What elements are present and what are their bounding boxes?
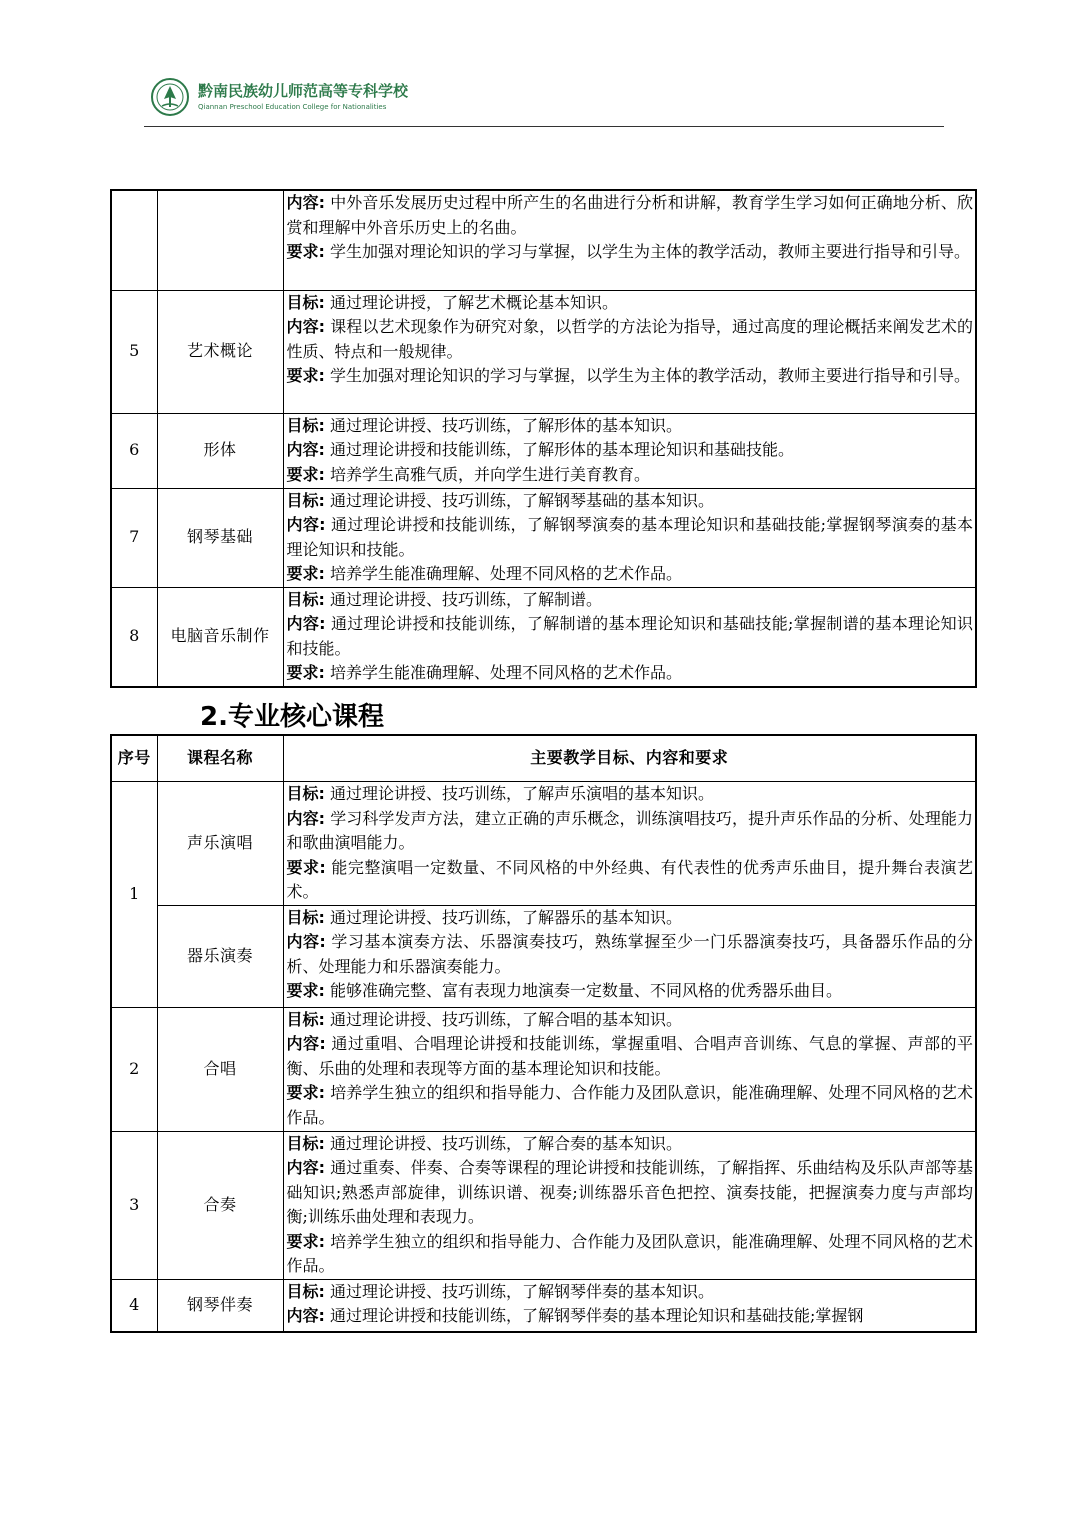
course-name: 艺术概论 [157, 290, 283, 413]
content-label: 内容: [286, 932, 326, 951]
requirement-label: 要求: [286, 464, 325, 484]
course-name: 声乐演唱 [157, 782, 283, 906]
goal-label: 目标: [286, 1009, 325, 1029]
course-name: 钢琴基础 [157, 488, 283, 587]
course-content: 通过理论讲授和技能训练，了解形体的基本理论知识和基础技能。 [330, 440, 795, 459]
requirement-label: 要求: [286, 242, 325, 261]
goal-label: 目标: [286, 490, 325, 510]
requirement-label: 要求: [286, 981, 325, 1000]
requirement-label: 要求: [286, 366, 325, 385]
requirement-label: 要求: [286, 1083, 326, 1102]
course-goal: 通过理论讲授、技巧训练，了解钢琴伴奏的基本知识。 [330, 1281, 715, 1301]
table-header-row [111, 735, 976, 782]
requirement-label: 要求: [286, 663, 325, 682]
course-name: 电脑音乐制作 [157, 587, 283, 687]
content-label: 内容: [286, 440, 325, 459]
content-label: 内容: [286, 317, 326, 336]
content-label: 内容: [286, 1158, 326, 1177]
course-content: 通过理论讲授和技能训练，了解钢琴伴奏的基本理论知识和基础技能;掌握钢 [330, 1306, 864, 1325]
table-row [111, 190, 976, 290]
goal-label: 目标: [286, 1281, 325, 1301]
course-description [283, 905, 976, 1007]
table-row [111, 905, 976, 1007]
course-requirement: 能够准确完整、富有表现力地演奏一定数量、不同风格的优秀器乐曲目。 [330, 981, 843, 1000]
course-number: 1 [111, 782, 157, 1008]
content-label: 内容: [286, 1306, 325, 1325]
course-requirement: 能完整演唱一定数量、不同风格的中外经典、有代表性的优秀声乐曲目，提升舞台表演艺术。 [286, 857, 973, 901]
requirement-label: 要求: [286, 1231, 326, 1251]
course-number: 2 [111, 1007, 157, 1131]
content-label: 内容: [286, 515, 326, 534]
course-description [283, 413, 976, 488]
course-requirement: 培养学生能准确理解、处理不同风格的艺术作品。 [330, 564, 683, 583]
course-name: 合奏 [157, 1131, 283, 1279]
column-header-desc: 主要教学目标、内容和要求 [283, 735, 976, 782]
course-goal: 通过理论讲授、技巧训练，了解合唱的基本知识。 [330, 1009, 683, 1029]
course-requirement: 培养学生独立的组织和指导能力、合作能力及团队意识，能准确理解、处理不同风格的艺术作品。 [286, 1083, 973, 1127]
column-header-num: 序号 [111, 735, 157, 782]
table-row [111, 290, 976, 413]
school-name-en: Qiannan Preschool Education College for Nationalities [198, 103, 387, 111]
course-description [283, 290, 976, 413]
table-row [111, 413, 976, 488]
course-goal: 通过理论讲授、技巧训练，了解制谱。 [330, 589, 603, 609]
page-header [144, 74, 944, 128]
table-row [111, 587, 976, 687]
table-row [111, 1007, 976, 1131]
course-content: 课程以艺术现象作为研究对象，以哲学的方法论为指导，通过高度的理论概括来阐发艺术的性质、特点和一般规律。 [286, 317, 973, 361]
course-name [157, 190, 283, 290]
course-description [283, 587, 976, 687]
course-number [111, 190, 157, 290]
requirement-label: 要求: [286, 857, 326, 877]
course-description [283, 190, 976, 290]
school-emblem-icon [150, 77, 190, 117]
goal-label: 目标: [286, 292, 325, 312]
course-number: 5 [111, 290, 157, 413]
course-content: 中外音乐发展历史过程中所产生的名曲进行分析和讲解，教育学生学习如何正确地分析、欣赏和理解中外音乐历史上的名曲。 [286, 193, 973, 237]
course-requirement: 培养学生能准确理解、处理不同风格的艺术作品。 [330, 663, 683, 682]
content-label: 内容: [286, 614, 326, 633]
course-description [283, 1007, 976, 1131]
header-divider [144, 126, 944, 127]
course-goal: 通过理论讲授、技巧训练，了解声乐演唱的基本知识。 [330, 784, 715, 803]
requirement-label: 要求: [286, 564, 325, 583]
course-number: 7 [111, 488, 157, 587]
goal-label: 目标: [286, 589, 325, 609]
table-row [111, 1131, 976, 1279]
goal-label: 目标: [286, 784, 325, 803]
course-number: 8 [111, 587, 157, 687]
course-requirement: 学生加强对理论知识的学习与掌握，以学生为主体的教学活动，教师主要进行指导和引导。 [330, 242, 971, 261]
course-description [283, 488, 976, 587]
course-goal: 通过理论讲授、技巧训练，了解形体的基本知识。 [330, 415, 683, 435]
section-heading: 2.专业核心课程 [200, 702, 384, 732]
course-content: 通过理论讲授和技能训练，了解制谱的基本理论知识和基础技能;掌握制谱的基本理论知识和技能。 [286, 614, 973, 658]
table-row [111, 488, 976, 587]
course-requirement: 学生加强对理论知识的学习与掌握，以学生为主体的教学活动，教师主要进行指导和引导。 [330, 366, 971, 385]
course-number: 4 [111, 1279, 157, 1332]
course-description [283, 1131, 976, 1279]
school-name-cn: 黔南民族幼儿师范高等专科学校 [198, 82, 409, 100]
course-goal: 通过理论讲授，了解艺术概论基本知识。 [330, 292, 619, 312]
content-label: 内容: [286, 1034, 326, 1053]
course-content: 通过理论讲授和技能训练，了解钢琴演奏的基本理论知识和基础技能;掌握钢琴演奏的基本理论知识和技能。 [286, 515, 973, 559]
goal-label: 目标: [286, 415, 325, 435]
table-row [111, 782, 976, 906]
course-number: 3 [111, 1131, 157, 1279]
content-label: 内容: [286, 808, 326, 828]
content-label: 内容: [286, 193, 326, 212]
course-name: 合唱 [157, 1007, 283, 1131]
course-content: 学习科学发声方法，建立正确的声乐概念，训练演唱技巧，提升声乐作品的分析、处理能力和歌曲演唱能力。 [286, 808, 973, 852]
goal-label: 目标: [286, 1133, 325, 1153]
course-goal: 通过理论讲授、技巧训练，了解器乐的基本知识。 [330, 907, 683, 927]
column-header-name: 课程名称 [157, 735, 283, 782]
course-name: 钢琴伴奏 [157, 1279, 283, 1332]
goal-label: 目标: [286, 907, 325, 927]
course-name: 形体 [157, 413, 283, 488]
course-content: 学习基本演奏方法、乐器演奏技巧，熟练掌握至少一门乐器演奏技巧，具备器乐作品的分析、处理能力和乐器演奏能力。 [286, 932, 973, 976]
course-goal: 通过理论讲授、技巧训练，了解钢琴基础的基本知识。 [330, 490, 715, 510]
course-content: 通过重唱、合唱理论讲授和技能训练，掌握重唱、合唱声音训练、气息的掌握、声部的平衡、乐曲的处理和表现等方面的基本理论知识和技能。 [286, 1034, 973, 1078]
course-requirement: 培养学生高雅气质，并向学生进行美育教育。 [330, 464, 651, 484]
course-requirement: 培养学生独立的组织和指导能力、合作能力及团队意识，能准确理解、处理不同风格的艺术作品。 [286, 1231, 973, 1275]
core-course-table [110, 734, 977, 1333]
course-content: 通过重奏、伴奏、合奏等课程的理论讲授和技能训练，了解指挥、乐曲结构及乐队声部等基础知识;熟悉声部旋律，训练识谱、视奏;训练器乐音色把控、演奏技能，把握演奏力度与声部均衡;训练乐曲处理和表现力。 [286, 1158, 973, 1226]
course-name: 器乐演奏 [157, 905, 283, 1007]
course-description [283, 782, 976, 906]
table-row [111, 1279, 976, 1332]
course-goal: 通过理论讲授、技巧训练，了解合奏的基本知识。 [330, 1133, 683, 1153]
course-description [283, 1279, 976, 1332]
course-table-continued [110, 189, 977, 688]
course-number: 6 [111, 413, 157, 488]
